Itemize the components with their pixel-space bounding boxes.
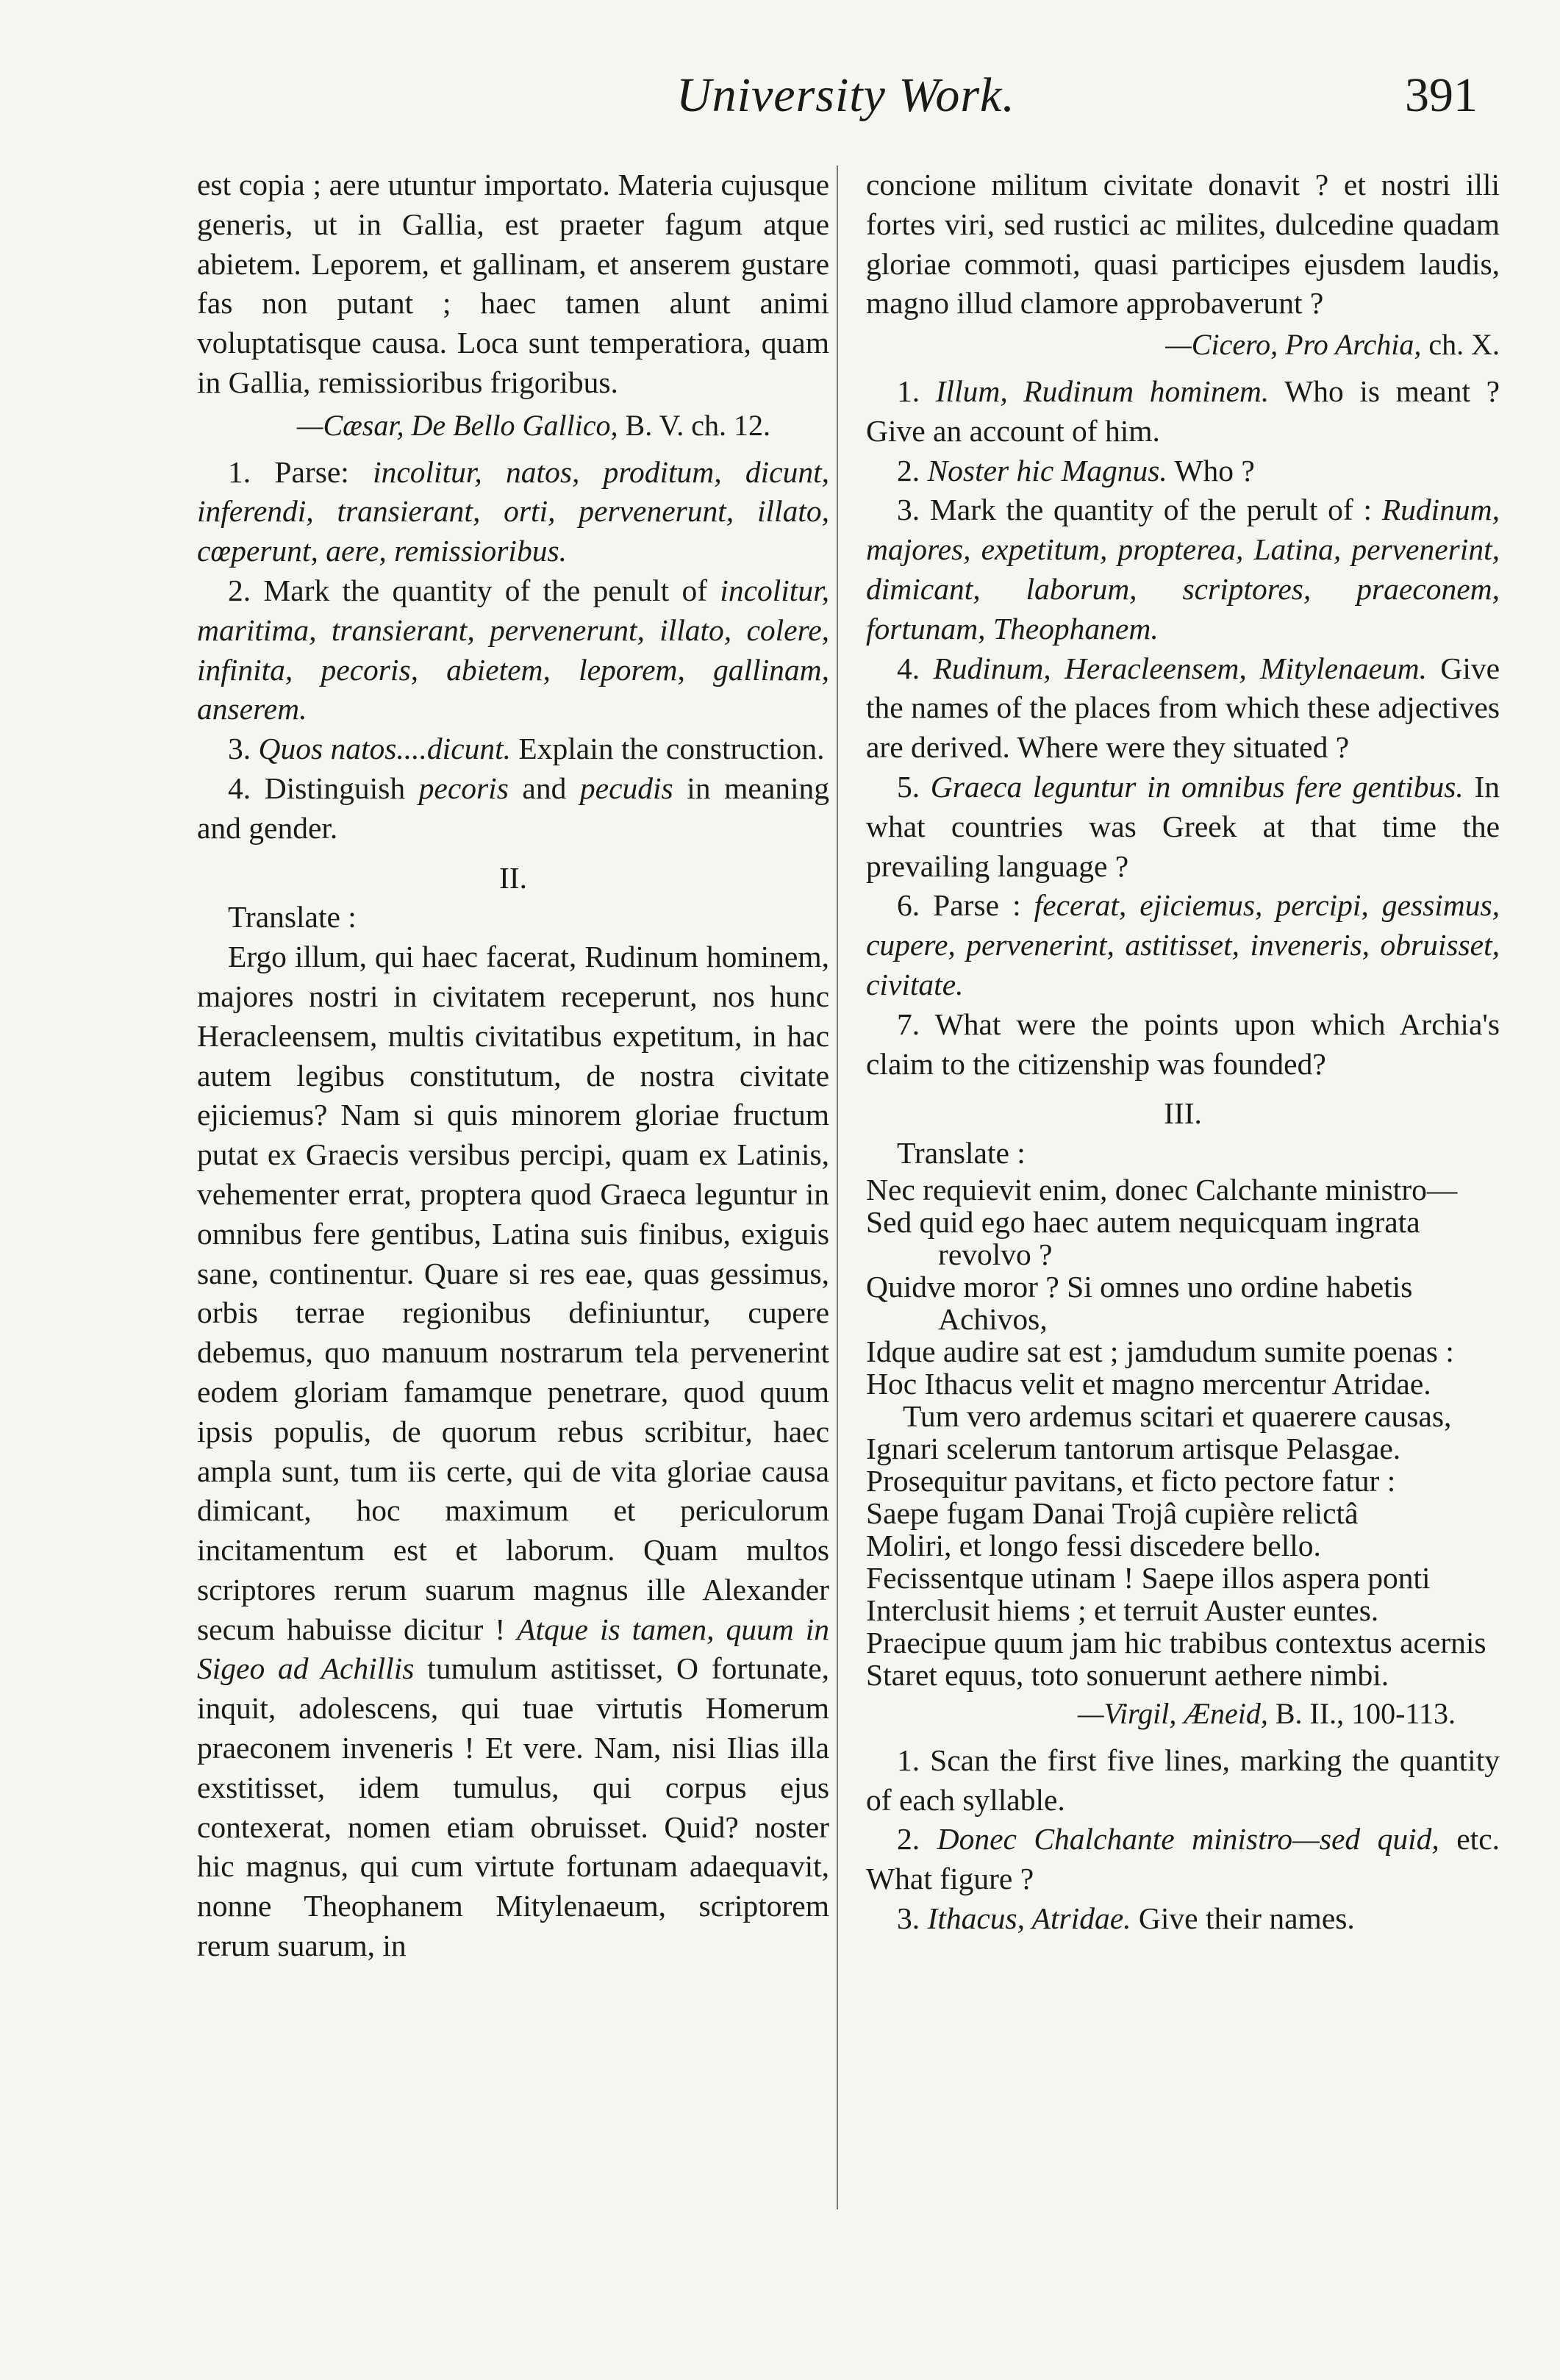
citation-caesar: [197, 406, 829, 446]
verse-line: Quidve moror ? Si omnes uno ordine habetis Achivos,: [866, 1269, 1413, 1336]
question-9: 2. Donec Chalchante ministro—sed quid, etc. What figure ?: [866, 1822, 1500, 1896]
verse-line: Nec requievit enim, donec Calchante ministro—: [866, 1172, 1458, 1207]
passage-continuation: concione militum civitate donavit ? et nostri illi fortes viri, sed rustici ac milites, dulcedine quadam gloriae commoti, quasi participes ejusdem laudis, magno illud clamore approbaverunt ?: [866, 168, 1500, 321]
question-4: 4. Rudinum, Heracleensem, Mitylenaeum. Give the names of the places from which these adjectives are derived. Where were they situated ?: [866, 651, 1500, 765]
question-1: 1. Illum, Rudinum hominem. Who is meant ? Give an account of him.: [866, 374, 1500, 448]
verse-line: Fecissentque utinam ! Saepe illos aspera ponti: [866, 1560, 1431, 1595]
citation-author: —Cicero,: [1165, 328, 1278, 362]
verse-line: Interclusit hiems ; et terruit Auster euntes.: [866, 1593, 1379, 1627]
citation-work: De Bello Gallico,: [411, 408, 618, 442]
question-8: 1. Scan the first five lines, marking the quantity of each syllable.: [866, 1743, 1500, 1817]
question-3: 3. Mark the quantity of the perult of : Rudinum, majores, expetitum, propterea, Latina, pervenerint, dimicant, laborum, scriptores, praeconem, fortunam, Theophanem.: [866, 493, 1500, 646]
question-2: 2. Mark the quantity of the penult of incolitur, maritima, transierant, pervenerunt, illato, colere, infinita, pecoris, abietem, leporem, gallinam, anserem.: [197, 573, 830, 726]
section-heading-two: II.: [498, 860, 527, 895]
verse-line: Praecipue quum jam hic trabibus contextus acernis: [866, 1625, 1486, 1659]
citation-cicero: [866, 325, 1500, 365]
citation-virgil: [866, 1694, 1500, 1734]
citation-ref: B. II., 100-113.: [1275, 1696, 1456, 1730]
translate-label: Translate :: [228, 900, 357, 935]
verse-line: Saepe fugam Danai Trojâ cupière relictâ: [866, 1495, 1359, 1530]
verse-line: Moliri, et longo fessi discedere bello.: [866, 1528, 1321, 1562]
verse-line: Sed quid ego haec autem nequicquam ingrata revolvo ?: [866, 1204, 1420, 1271]
citation-author: —Cæsar,: [296, 408, 404, 442]
verse-line: Staret equus, toto sonuerunt aethere nimbi.: [866, 1657, 1389, 1692]
citation-ref: ch. X.: [1428, 328, 1500, 362]
verse-line-indented: Tum vero ardemus scitari et quaerere causas,: [903, 1398, 1452, 1433]
verse-line: Ignari scelerum tantorum artisque Pelasgae.: [866, 1431, 1401, 1465]
question-2: 2. Noster hic Magnus. Who ?: [897, 453, 1255, 487]
latin-passage: Ergo illum, qui haec facerat, Rudinum hominem, majores nostri in civitatem receperunt, nos hunc Heracleensem, multis civitatibus expetitum, in hac autem legibus constitutum, de nostra civitate ejiciemus? Nam si quis minorem gloriae fructum putat ex Graecis versibus percipi, quam ex Latinis, vehementer errat, proptera quod Graeca leguntur in omnibus fere gentibus, Latina suis finibus, exiguis sane, continentur. Quare si res eae, quas gessimus, orbis terrae regionibus definiuntur, cupere debemus, quo manuum nostrarum tela pervenerint eodem gloriam famamque penetrare, quod quum ipsis populis, de quorum rebus scribitur, haec ampla sunt, tum iis certe, qui de vita gloriae causa dimicant, hoc maximum et periculorum incitamentum est et laborum. Quam multos scriptores rerum suarum magnus ille Alexander secum habuisse dicitur ! Atque is tamen, quum in Sigeo ad Achillis tumulum astitisset, O fortunate, inquit, adolescens, qui tuae virtutis Homerum praeconem inveneris ! Et vere. Nam, nisi Ilias illa exstitisset, idem tumulus, qui corpus ejus contexerat, nomen etiam obruisset. Quid? noster hic magnus, qui cum virtute fortunam adaequavit, nonne Theophanem Mitylenaeum, scriptorem rerum suarum, in: [197, 940, 829, 1963]
verse-passage: [866, 1173, 1500, 1691]
citation-ref: B. V. ch. 12.: [625, 408, 770, 442]
question-7: 7. What were the points upon which Archia's claim to the citizenship was founded?: [866, 1007, 1500, 1081]
running-title: University Work.: [676, 68, 1015, 122]
citation-author: —Virgil,: [1077, 1696, 1177, 1730]
column-divider: [837, 165, 838, 2209]
question-3: 3. Quos natos....dicunt. Explain the construction.: [228, 732, 825, 766]
verse-line: Prosequitur pavitans, et ficto pectore fatur :: [866, 1463, 1396, 1498]
passage-continuation: est copia ; aere utuntur importato. Materia cujusque generis, ut in Gallia, est praeter fagum atque abietem. Leporem, et gallinam, et anserem gustare fas non putant ; haec tamen alunt animi voluptatisque causa. Loca sunt temperatiora, quam in Gallia, remissioribus frigoribus.: [197, 168, 829, 399]
question-6: 6. Parse : fecerat, ejiciemus, percipi, gessimus, cupere, pervenerint, astitisset, inveneris, obruisset, civitate.: [866, 888, 1500, 1001]
right-column: [866, 165, 1500, 1939]
question-1: 1. Parse: incolitur, natos, proditum, dicunt, inferendi, transierant, orti, pervenerunt, illato, cœperunt, aere, remissioribus.: [197, 454, 830, 568]
page-number: 391: [1405, 68, 1478, 122]
running-head: [191, 68, 1522, 134]
question-10: 3. Ithacus, Atridae. Give their names.: [897, 1901, 1355, 1935]
translate-label: Translate :: [897, 1136, 1026, 1171]
citation-work: Æneid,: [1184, 1696, 1268, 1730]
section-heading-three: III.: [1164, 1096, 1202, 1131]
question-5: 5. Graeca leguntur in omnibus fere gentibus. In what countries was Greek at that time the prevailing language ?: [866, 769, 1500, 883]
verse-line: Hoc Ithacus velit et magno mercentur Atridae.: [866, 1366, 1431, 1401]
citation-work: Pro Archia,: [1285, 328, 1422, 362]
left-column: [197, 165, 829, 1966]
question-4: 4. Distinguish pecoris and pecudis in meaning and gender.: [197, 771, 830, 845]
verse-line: Idque audire sat est ; jamdudum sumite poenas :: [866, 1334, 1454, 1368]
